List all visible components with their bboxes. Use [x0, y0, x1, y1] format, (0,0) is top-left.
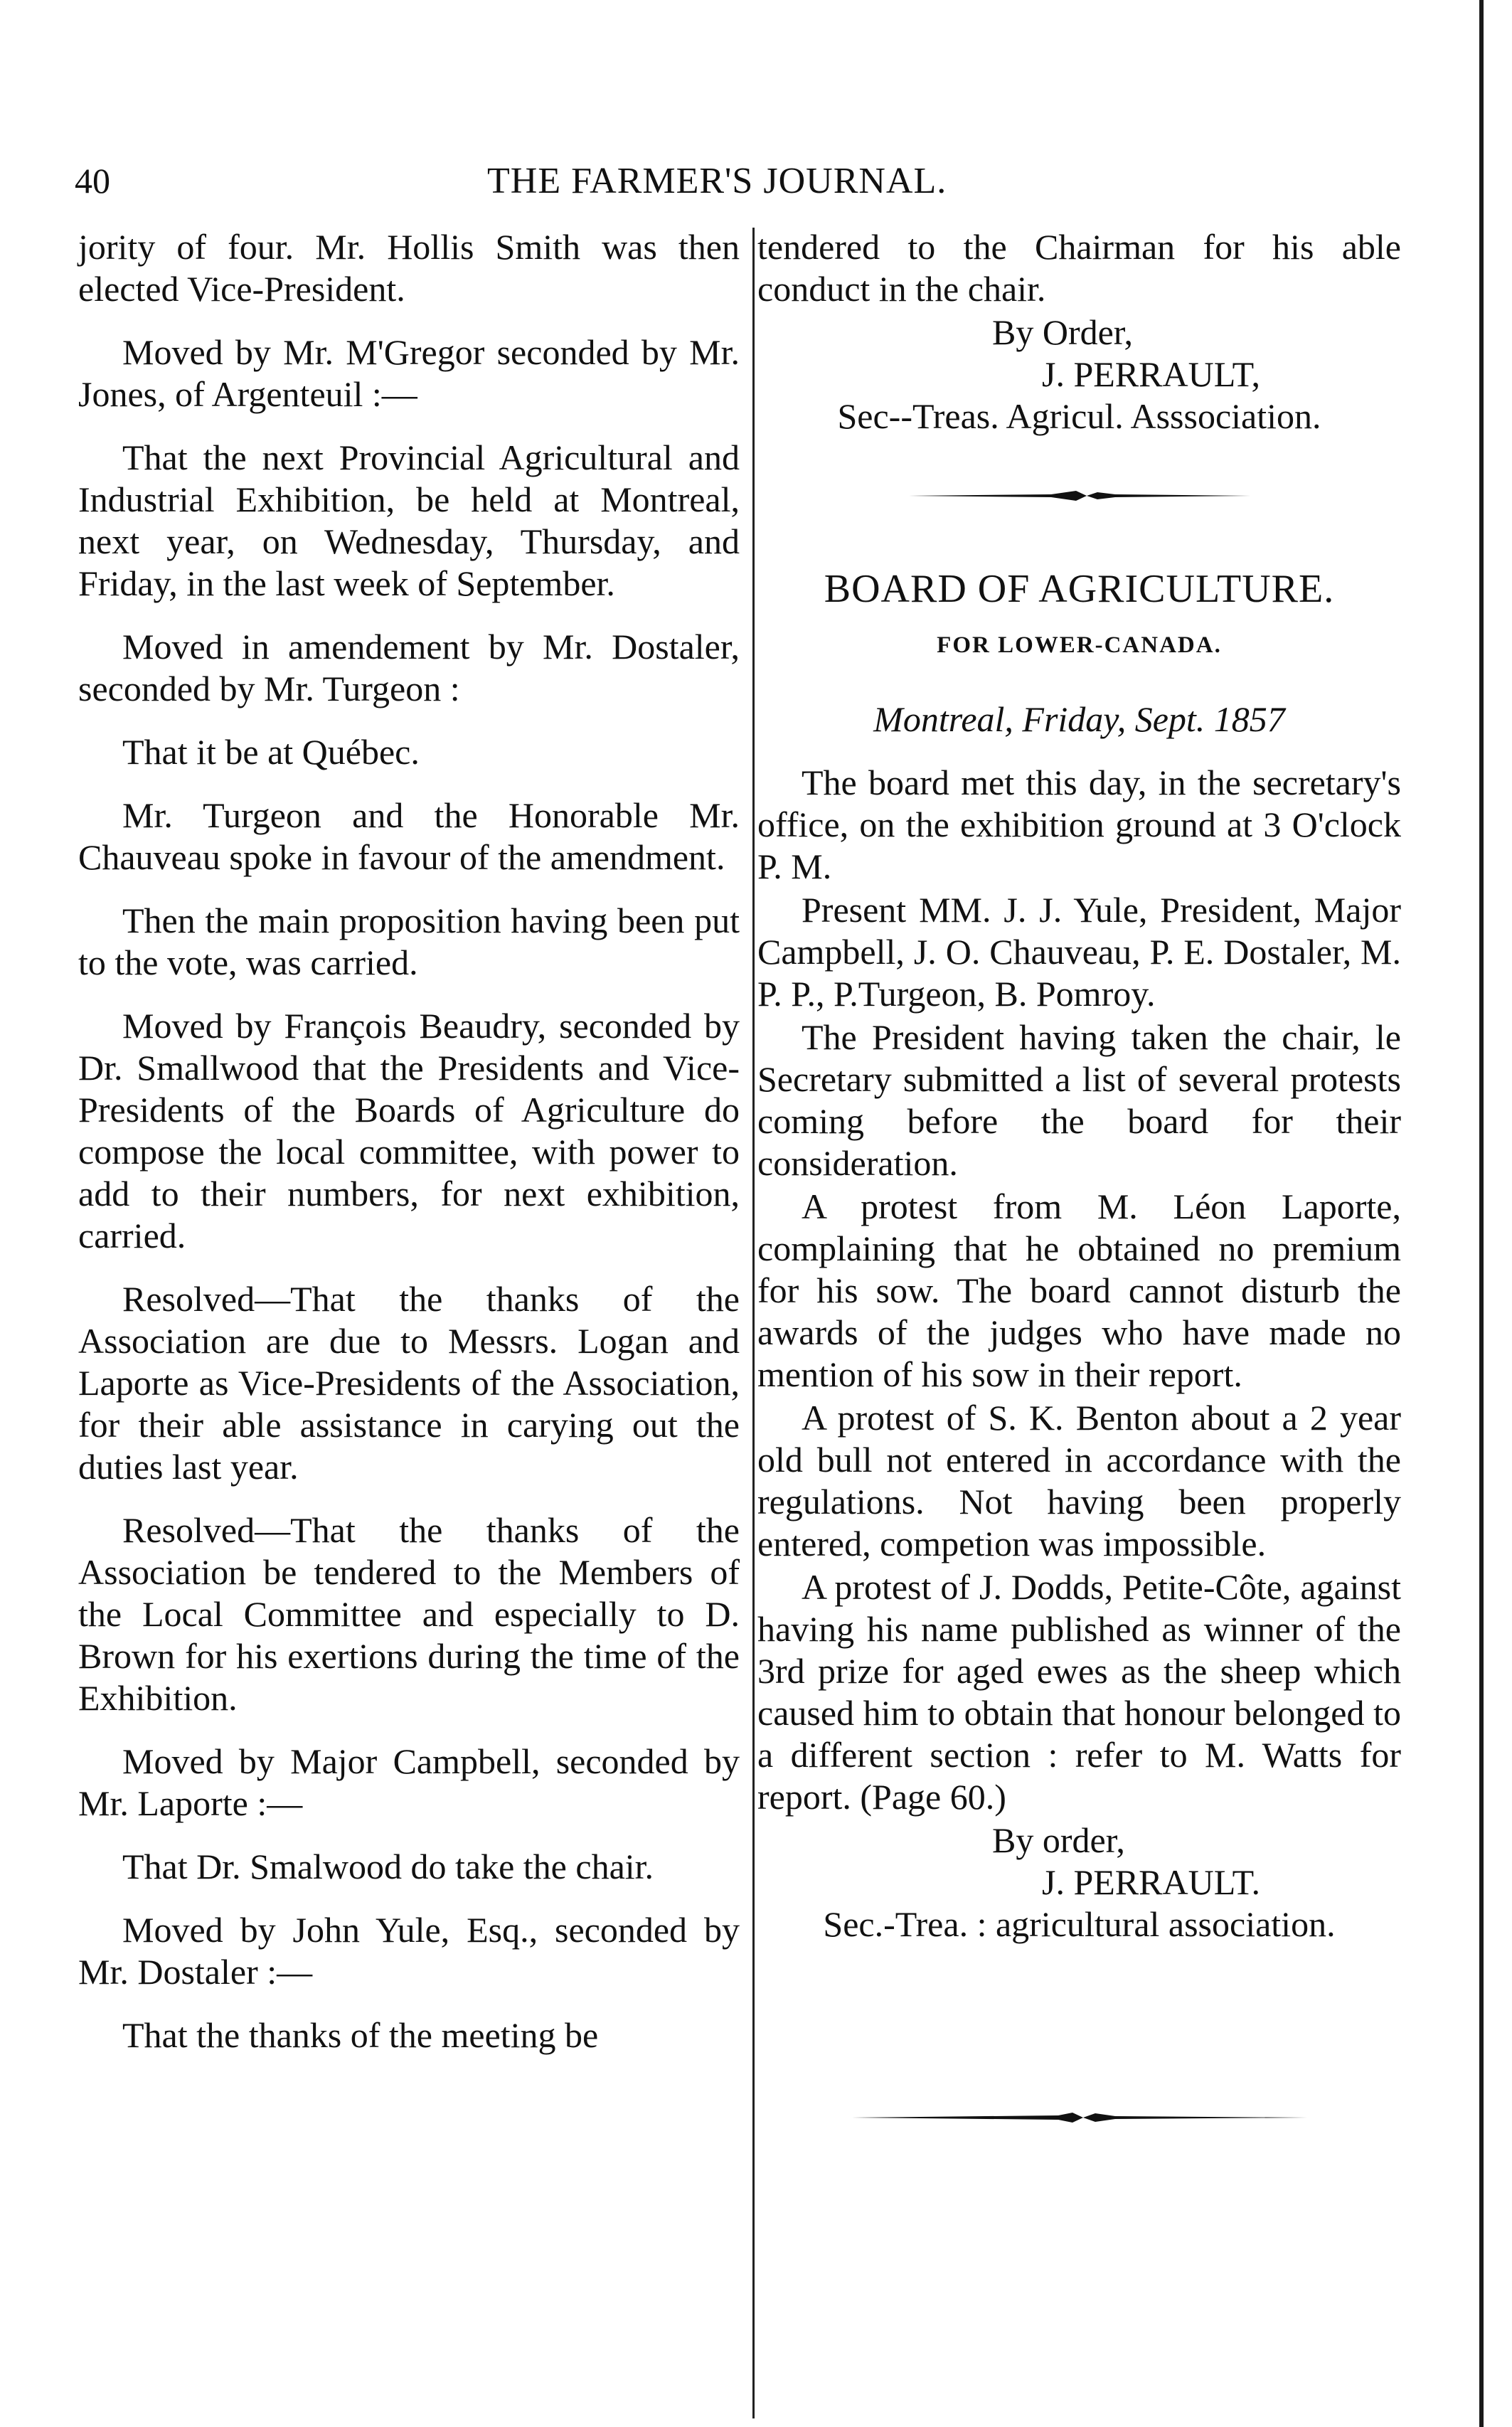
- paragraph: A protest of J. Dodds, Petite-Côte, against having his name published as winner of the 3rd prize for aged ewes as the sheep which caused him to obtain that honour belonged to a different section : refer to M. Watts for report. (Page 60.): [757, 1567, 1401, 1817]
- paragraph: The board met this day, in the secretary's office, on the exhibition ground at 3 O'clock P. M.: [757, 763, 1401, 886]
- ornamental-rule: [902, 487, 1257, 504]
- paragraph: Moved by John Yule, Esq., seconded by Mr. Dostaler :—: [78, 1910, 740, 1992]
- paragraph: A protest of S. K. Benton about a 2 year old bull not entered in accordance with the regulations. Not having been properly entered, competion was impossible.: [757, 1398, 1401, 1563]
- paragraph: Moved by François Beaudry, seconded by Dr. Smallwood that the Presidents and Vice-Presidents of the Boards of Agriculture do compose the local committee, with power to add to their numbers, for next exhibition, carried.: [78, 1006, 740, 1255]
- right-column: [757, 226, 1401, 2126]
- section-heading: BOARD OF AGRICULTURE.: [824, 567, 1335, 611]
- signature-name: J. PERRAULT.: [1042, 1862, 1261, 1902]
- by-order-line: By order,: [992, 1820, 1125, 1860]
- section-subheading: FOR LOWER-CANADA.: [937, 632, 1222, 658]
- page-number: 40: [75, 161, 110, 201]
- paragraph: jority of four. Mr. Hollis Smith was then elected Vice-President.: [78, 227, 740, 309]
- paragraph: That Dr. Smalwood do take the chair.: [122, 1847, 654, 1886]
- paragraph: Moved in amendement by Mr. Dostaler, seconded by Mr. Turgeon :: [78, 627, 740, 708]
- ornamental-rule: [845, 2109, 1314, 2126]
- signature-title: Sec--Treas. Agricul. Asssociation.: [837, 396, 1321, 436]
- paragraph: Moved by Major Campbell, seconded by Mr. Laporte :—: [78, 1741, 740, 1823]
- paragraph: Then the main proposition having been put to the vote, was carried.: [78, 901, 740, 982]
- page-header: [75, 160, 999, 217]
- by-order-line: By Order,: [992, 312, 1133, 352]
- paragraph: A protest from M. Léon Laporte, complaining that he obtained no premium for his sow. The board cannot disturb the awards of the judges who have made no mention of his sow in their report.: [757, 1186, 1401, 1394]
- paragraph: That the thanks of the meeting be: [122, 2015, 599, 2055]
- paragraph: Mr. Turgeon and the Honorable Mr. Chauveau spoke in favour of the amendment.: [78, 795, 740, 877]
- paragraph: That the next Provincial Agricultural and Industrial Exhibition, be held at Montreal, next year, on Wednesday, Thursday, and Friday, in the last week of September.: [78, 437, 740, 603]
- paragraph: Moved by Mr. M'Gregor seconded by Mr. Jones, of Argenteuil :—: [78, 332, 740, 414]
- paragraph: The President having taken the chair, le Secretary submitted a list of several protests coming before the board for their consideration.: [757, 1017, 1401, 1183]
- dateline: Montreal, Friday, Sept. 1857: [873, 699, 1285, 739]
- paragraph: tendered to the Chairman for his able conduct in the chair.: [757, 227, 1401, 309]
- column-divider: [752, 228, 755, 2418]
- paragraph: That it be at Québec.: [122, 732, 420, 772]
- running-title: THE FARMER'S JOURNAL.: [487, 161, 947, 201]
- signature-title: Sec.-Trea. : agricultural association.: [823, 1904, 1336, 1944]
- page-edge-line: [1479, 0, 1484, 2427]
- paragraph: Resolved—That the thanks of the Association be tendered to the Members of the Local Committee and especially to D. Brown for his exertions during the time of the Exhibition.: [78, 1510, 740, 1718]
- left-column: [78, 226, 740, 2078]
- paragraph: Resolved—That the thanks of the Association are due to Messrs. Logan and Laporte as Vice-Presidents of the Association, for their able assistance in carying out the duties last year.: [78, 1279, 740, 1487]
- paragraph: Present MM. J. J. Yule, President, Major Campbell, J. O. Chauveau, P. E. Dostaler, M. P. P., P.Turgeon, B. Pomroy.: [757, 890, 1401, 1014]
- signature-name: J. PERRAULT,: [1042, 354, 1261, 394]
